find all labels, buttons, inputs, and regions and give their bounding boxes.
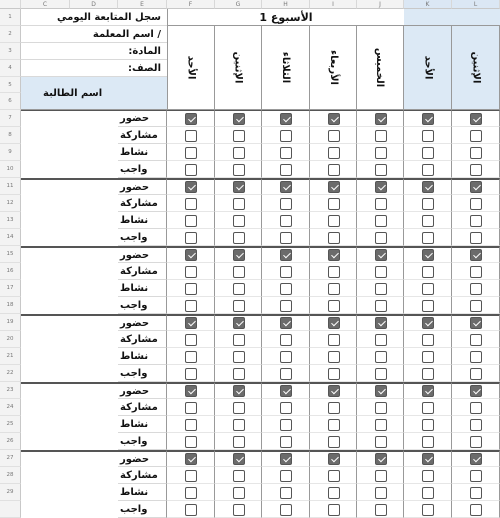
checked-checkbox[interactable] (280, 317, 292, 329)
checkbox[interactable] (375, 487, 387, 499)
checkbox[interactable] (470, 283, 482, 295)
checked-checkbox[interactable] (233, 113, 245, 125)
checkbox[interactable] (328, 198, 340, 210)
checkbox[interactable] (185, 487, 197, 499)
row-header-0[interactable]: 1 (0, 9, 21, 26)
checkbox[interactable] (375, 215, 387, 227)
column-header-7[interactable]: J (357, 0, 404, 9)
checkbox[interactable] (280, 232, 292, 244)
checkbox[interactable] (470, 334, 482, 346)
category-cell[interactable] (118, 314, 167, 331)
checkbox[interactable] (233, 215, 245, 227)
row-header-28[interactable]: 29 (0, 484, 21, 501)
checkbox[interactable] (375, 402, 387, 414)
checkbox[interactable] (328, 351, 340, 363)
checkbox[interactable] (422, 419, 434, 431)
log-title-cell[interactable] (21, 9, 167, 26)
checkbox[interactable] (470, 164, 482, 176)
checkbox[interactable] (375, 164, 387, 176)
checkbox[interactable] (470, 402, 482, 414)
category-cell[interactable] (118, 212, 167, 229)
checkbox[interactable] (470, 266, 482, 278)
checkbox[interactable] (185, 232, 197, 244)
checkbox[interactable] (185, 504, 197, 516)
checkbox[interactable] (328, 147, 340, 159)
checked-checkbox[interactable] (422, 113, 434, 125)
category-label: حضور (120, 181, 150, 193)
day-label: الأحد (185, 55, 197, 80)
category-cell[interactable] (118, 416, 167, 433)
category-label: مشاركة (120, 469, 158, 481)
checkbox[interactable] (328, 402, 340, 414)
day-header-1[interactable] (215, 26, 262, 110)
row-header-12[interactable]: 13 (0, 212, 21, 229)
category-cell[interactable] (118, 433, 167, 450)
checkbox[interactable] (422, 487, 434, 499)
column-header-4[interactable]: G (215, 0, 262, 9)
checked-checkbox[interactable] (280, 453, 292, 465)
checkbox[interactable] (328, 215, 340, 227)
row-header-16[interactable]: 17 (0, 280, 21, 297)
checkbox[interactable] (422, 130, 434, 142)
row-header-18[interactable]: 19 (0, 314, 21, 331)
grade-cell[interactable] (21, 60, 167, 77)
checkbox[interactable] (233, 266, 245, 278)
checked-checkbox[interactable] (470, 113, 482, 125)
day-label: الإثنين (469, 51, 481, 84)
column-header-3[interactable]: F (167, 0, 215, 9)
checkbox[interactable] (185, 351, 197, 363)
checkbox[interactable] (185, 215, 197, 227)
checkbox[interactable] (233, 283, 245, 295)
checkbox[interactable] (185, 164, 197, 176)
checkbox[interactable] (328, 283, 340, 295)
checkbox[interactable] (280, 334, 292, 346)
checkbox[interactable] (328, 504, 340, 516)
grade-label: :الصف (128, 62, 161, 74)
student-name-header[interactable] (21, 77, 167, 110)
checkbox[interactable] (470, 300, 482, 312)
checkbox[interactable] (470, 419, 482, 431)
checkbox[interactable] (470, 436, 482, 448)
checked-checkbox[interactable] (233, 453, 245, 465)
category-cell[interactable] (118, 297, 167, 314)
checkbox[interactable] (422, 300, 434, 312)
category-label: مشاركة (120, 401, 158, 413)
category-cell[interactable] (118, 382, 167, 399)
checked-checkbox[interactable] (233, 385, 245, 397)
category-cell[interactable] (118, 365, 167, 382)
checkbox[interactable] (470, 368, 482, 380)
day-label: الخميس (374, 47, 386, 88)
category-cell[interactable] (118, 484, 167, 501)
checked-checkbox[interactable] (422, 453, 434, 465)
student-name-cell[interactable] (21, 382, 118, 450)
checkbox[interactable] (280, 198, 292, 210)
checkbox[interactable] (422, 147, 434, 159)
checkbox[interactable] (328, 419, 340, 431)
category-label: نشاط (120, 486, 149, 498)
day-header-2[interactable] (262, 26, 310, 110)
log-title: سجل المتابعة اليومي (57, 11, 161, 23)
checkbox[interactable] (328, 470, 340, 482)
category-label: مشاركة (120, 333, 158, 345)
checkbox[interactable] (233, 436, 245, 448)
checked-checkbox[interactable] (422, 249, 434, 261)
category-cell[interactable] (118, 161, 167, 178)
week-header-extension[interactable] (404, 9, 500, 26)
checkbox[interactable] (422, 402, 434, 414)
checkbox[interactable] (185, 283, 197, 295)
day-header-6[interactable] (452, 26, 500, 110)
column-header-6[interactable]: I (310, 0, 357, 9)
checkbox[interactable] (328, 164, 340, 176)
checkbox[interactable] (375, 419, 387, 431)
day-label: الأربعاء (327, 50, 339, 85)
student-name-cell[interactable] (21, 314, 118, 382)
row-header-29[interactable] (0, 501, 21, 518)
category-cell[interactable] (118, 246, 167, 263)
day-header-4[interactable] (357, 26, 404, 110)
category-label: واجب (120, 231, 148, 243)
checkbox[interactable] (422, 266, 434, 278)
checkbox[interactable] (375, 436, 387, 448)
category-cell[interactable] (118, 399, 167, 416)
checkbox[interactable] (328, 130, 340, 142)
checked-checkbox[interactable] (280, 385, 292, 397)
row-header-2[interactable]: 3 (0, 43, 21, 60)
checkbox[interactable] (470, 232, 482, 244)
checkbox[interactable] (233, 419, 245, 431)
checked-checkbox[interactable] (185, 385, 197, 397)
category-cell[interactable] (118, 144, 167, 161)
checked-checkbox[interactable] (233, 249, 245, 261)
checked-checkbox[interactable] (375, 181, 387, 193)
checkbox[interactable] (185, 334, 197, 346)
checkbox[interactable] (328, 487, 340, 499)
subject-cell[interactable] (21, 43, 167, 60)
column-header-8[interactable]: K (404, 0, 452, 9)
checked-checkbox[interactable] (375, 249, 387, 261)
student-name-label: اسم الطالبة (43, 87, 103, 99)
row-header-4[interactable]: 5 (0, 77, 21, 93)
column-header-0[interactable]: C (21, 0, 70, 9)
row-header-25[interactable]: 26 (0, 433, 21, 450)
checked-checkbox[interactable] (185, 317, 197, 329)
category-label: حضور (120, 113, 150, 124)
checkbox[interactable] (185, 198, 197, 210)
category-label: حضور (120, 385, 150, 397)
checkbox[interactable] (280, 470, 292, 482)
category-cell[interactable] (118, 110, 167, 127)
checked-checkbox[interactable] (375, 317, 387, 329)
checkbox[interactable] (375, 266, 387, 278)
corner-cell (0, 0, 21, 9)
checked-checkbox[interactable] (233, 181, 245, 193)
checkbox[interactable] (422, 470, 434, 482)
checkbox[interactable] (470, 215, 482, 227)
checkbox[interactable] (185, 436, 197, 448)
column-header-1[interactable]: D (70, 0, 118, 9)
row-header-3[interactable]: 4 (0, 60, 21, 77)
checkbox[interactable] (328, 436, 340, 448)
checked-checkbox[interactable] (328, 453, 340, 465)
teacher-name-label: اسم المعلمة / (92, 28, 161, 40)
checked-checkbox[interactable] (185, 453, 197, 465)
checked-checkbox[interactable] (185, 181, 197, 193)
row-header-10[interactable]: 11 (0, 178, 21, 195)
checkbox[interactable] (280, 266, 292, 278)
row-header-11[interactable]: 12 (0, 195, 21, 212)
checkbox[interactable] (422, 232, 434, 244)
category-label: حضور (120, 249, 150, 261)
category-label: نشاط (120, 214, 149, 226)
checkbox[interactable] (280, 487, 292, 499)
checkbox[interactable] (422, 504, 434, 516)
checked-checkbox[interactable] (328, 317, 340, 329)
checkbox[interactable] (375, 300, 387, 312)
checkbox[interactable] (470, 198, 482, 210)
student-name-cell[interactable] (21, 450, 118, 518)
checked-checkbox[interactable] (280, 113, 292, 125)
checkbox[interactable] (185, 130, 197, 142)
checked-checkbox[interactable] (375, 385, 387, 397)
category-label: واجب (120, 163, 148, 175)
row-header-26[interactable]: 27 (0, 450, 21, 467)
checkbox[interactable] (422, 283, 434, 295)
category-label: نشاط (120, 418, 149, 430)
checked-checkbox[interactable] (233, 317, 245, 329)
category-cell[interactable] (118, 467, 167, 484)
checkbox[interactable] (422, 215, 434, 227)
checked-checkbox[interactable] (422, 317, 434, 329)
row-header-22[interactable]: 23 (0, 382, 21, 399)
checkbox[interactable] (328, 334, 340, 346)
checked-checkbox[interactable] (328, 385, 340, 397)
checked-checkbox[interactable] (470, 181, 482, 193)
category-label: واجب (120, 503, 148, 515)
checkbox[interactable] (233, 351, 245, 363)
checkbox[interactable] (280, 351, 292, 363)
checkbox[interactable] (185, 300, 197, 312)
week-label: الأسبوع 1 (259, 10, 313, 24)
column-header-2[interactable]: E (118, 0, 167, 9)
checkbox[interactable] (280, 436, 292, 448)
checkbox[interactable] (375, 334, 387, 346)
checkbox[interactable] (233, 130, 245, 142)
row-header-6[interactable]: 7 (0, 110, 21, 127)
checked-checkbox[interactable] (470, 385, 482, 397)
category-cell[interactable] (118, 331, 167, 348)
checkbox[interactable] (280, 368, 292, 380)
category-label: مشاركة (120, 265, 158, 277)
checked-checkbox[interactable] (470, 249, 482, 261)
checkbox[interactable] (328, 266, 340, 278)
checked-checkbox[interactable] (422, 385, 434, 397)
checkbox[interactable] (233, 402, 245, 414)
checkbox[interactable] (233, 198, 245, 210)
checked-checkbox[interactable] (375, 453, 387, 465)
student-name-cell[interactable] (21, 110, 118, 178)
checkbox[interactable] (375, 283, 387, 295)
checkbox[interactable] (328, 368, 340, 380)
row-header-23[interactable]: 24 (0, 399, 21, 416)
checkbox[interactable] (470, 487, 482, 499)
category-cell[interactable] (118, 178, 167, 195)
category-label: واجب (120, 367, 148, 379)
day-label: الأحد (421, 55, 433, 80)
checkbox[interactable] (328, 300, 340, 312)
checkbox[interactable] (233, 164, 245, 176)
checkbox[interactable] (233, 470, 245, 482)
checkbox[interactable] (280, 215, 292, 227)
category-label: حضور (120, 453, 150, 465)
checkbox[interactable] (375, 504, 387, 516)
column-header-5[interactable]: H (262, 0, 310, 9)
checked-checkbox[interactable] (280, 181, 292, 193)
checkbox[interactable] (280, 504, 292, 516)
category-label: نشاط (120, 350, 149, 362)
checkbox[interactable] (185, 419, 197, 431)
day-header-3[interactable] (310, 26, 357, 110)
checkbox[interactable] (185, 147, 197, 159)
checked-checkbox[interactable] (328, 249, 340, 261)
category-cell[interactable] (118, 280, 167, 297)
column-header-9[interactable]: L (452, 0, 500, 9)
checked-checkbox[interactable] (185, 113, 197, 125)
category-cell[interactable] (118, 501, 167, 518)
row-header-20[interactable]: 21 (0, 348, 21, 365)
checked-checkbox[interactable] (328, 113, 340, 125)
category-cell[interactable] (118, 229, 167, 246)
checkbox[interactable] (470, 504, 482, 516)
checkbox[interactable] (185, 402, 197, 414)
category-label: نشاط (120, 146, 149, 158)
row-header-15[interactable]: 16 (0, 263, 21, 280)
category-label: واجب (120, 435, 148, 447)
category-cell[interactable] (118, 195, 167, 212)
checked-checkbox[interactable] (375, 113, 387, 125)
checkbox[interactable] (375, 351, 387, 363)
checkbox[interactable] (185, 470, 197, 482)
checkbox[interactable] (375, 130, 387, 142)
checkbox[interactable] (470, 130, 482, 142)
row-header-9[interactable]: 10 (0, 161, 21, 178)
day-label: الثلاثاء (279, 51, 291, 84)
student-name-cell[interactable] (21, 178, 118, 246)
checkbox[interactable] (470, 470, 482, 482)
checkbox[interactable] (280, 147, 292, 159)
checkbox[interactable] (185, 368, 197, 380)
category-cell[interactable] (118, 263, 167, 280)
checkbox[interactable] (280, 402, 292, 414)
checkbox[interactable] (422, 368, 434, 380)
checkbox[interactable] (328, 232, 340, 244)
checkbox[interactable] (422, 436, 434, 448)
row-header-13[interactable]: 14 (0, 229, 21, 246)
checkbox[interactable] (375, 198, 387, 210)
row-header-17[interactable]: 18 (0, 297, 21, 314)
checked-checkbox[interactable] (328, 181, 340, 193)
checked-checkbox[interactable] (470, 453, 482, 465)
student-name-cell[interactable] (21, 246, 118, 314)
checkbox[interactable] (280, 419, 292, 431)
category-cell[interactable] (118, 450, 167, 467)
checkbox[interactable] (233, 300, 245, 312)
row-header-8[interactable]: 9 (0, 144, 21, 161)
checked-checkbox[interactable] (185, 249, 197, 261)
row-header-19[interactable]: 20 (0, 331, 21, 348)
category-cell[interactable] (118, 127, 167, 144)
checkbox[interactable] (280, 130, 292, 142)
checkbox[interactable] (233, 232, 245, 244)
day-header-5[interactable] (404, 26, 452, 110)
checkbox[interactable] (280, 283, 292, 295)
checkbox[interactable] (233, 334, 245, 346)
category-label: نشاط (120, 282, 149, 294)
checked-checkbox[interactable] (422, 181, 434, 193)
checkbox[interactable] (422, 164, 434, 176)
checkbox[interactable] (375, 147, 387, 159)
week-header[interactable] (167, 9, 404, 26)
category-label: حضور (120, 317, 150, 329)
checked-checkbox[interactable] (470, 317, 482, 329)
checkbox[interactable] (233, 368, 245, 380)
checkbox[interactable] (422, 351, 434, 363)
row-header-21[interactable]: 22 (0, 365, 21, 382)
checkbox[interactable] (375, 368, 387, 380)
checkbox[interactable] (233, 147, 245, 159)
row-header-1[interactable]: 2 (0, 26, 21, 43)
checkbox[interactable] (185, 266, 197, 278)
subject-label: :المادة (128, 45, 161, 57)
row-header-14[interactable]: 15 (0, 246, 21, 263)
checkbox[interactable] (422, 198, 434, 210)
checkbox[interactable] (280, 300, 292, 312)
checkbox[interactable] (233, 487, 245, 499)
category-label: مشاركة (120, 129, 158, 141)
row-header-5[interactable]: 6 (0, 93, 21, 110)
day-label: الإثنين (232, 51, 244, 84)
checkbox[interactable] (422, 334, 434, 346)
row-header-27[interactable]: 28 (0, 467, 21, 484)
day-header-0[interactable] (167, 26, 215, 110)
category-cell[interactable] (118, 348, 167, 365)
row-header-24[interactable]: 25 (0, 416, 21, 433)
checkbox[interactable] (470, 147, 482, 159)
checkbox[interactable] (375, 470, 387, 482)
teacher-name-cell[interactable] (21, 26, 167, 43)
category-label: واجب (120, 299, 148, 311)
checkbox[interactable] (470, 351, 482, 363)
checked-checkbox[interactable] (280, 249, 292, 261)
checkbox[interactable] (375, 232, 387, 244)
category-label: مشاركة (120, 197, 158, 209)
checkbox[interactable] (280, 164, 292, 176)
row-header-7[interactable]: 8 (0, 127, 21, 144)
checkbox[interactable] (233, 504, 245, 516)
